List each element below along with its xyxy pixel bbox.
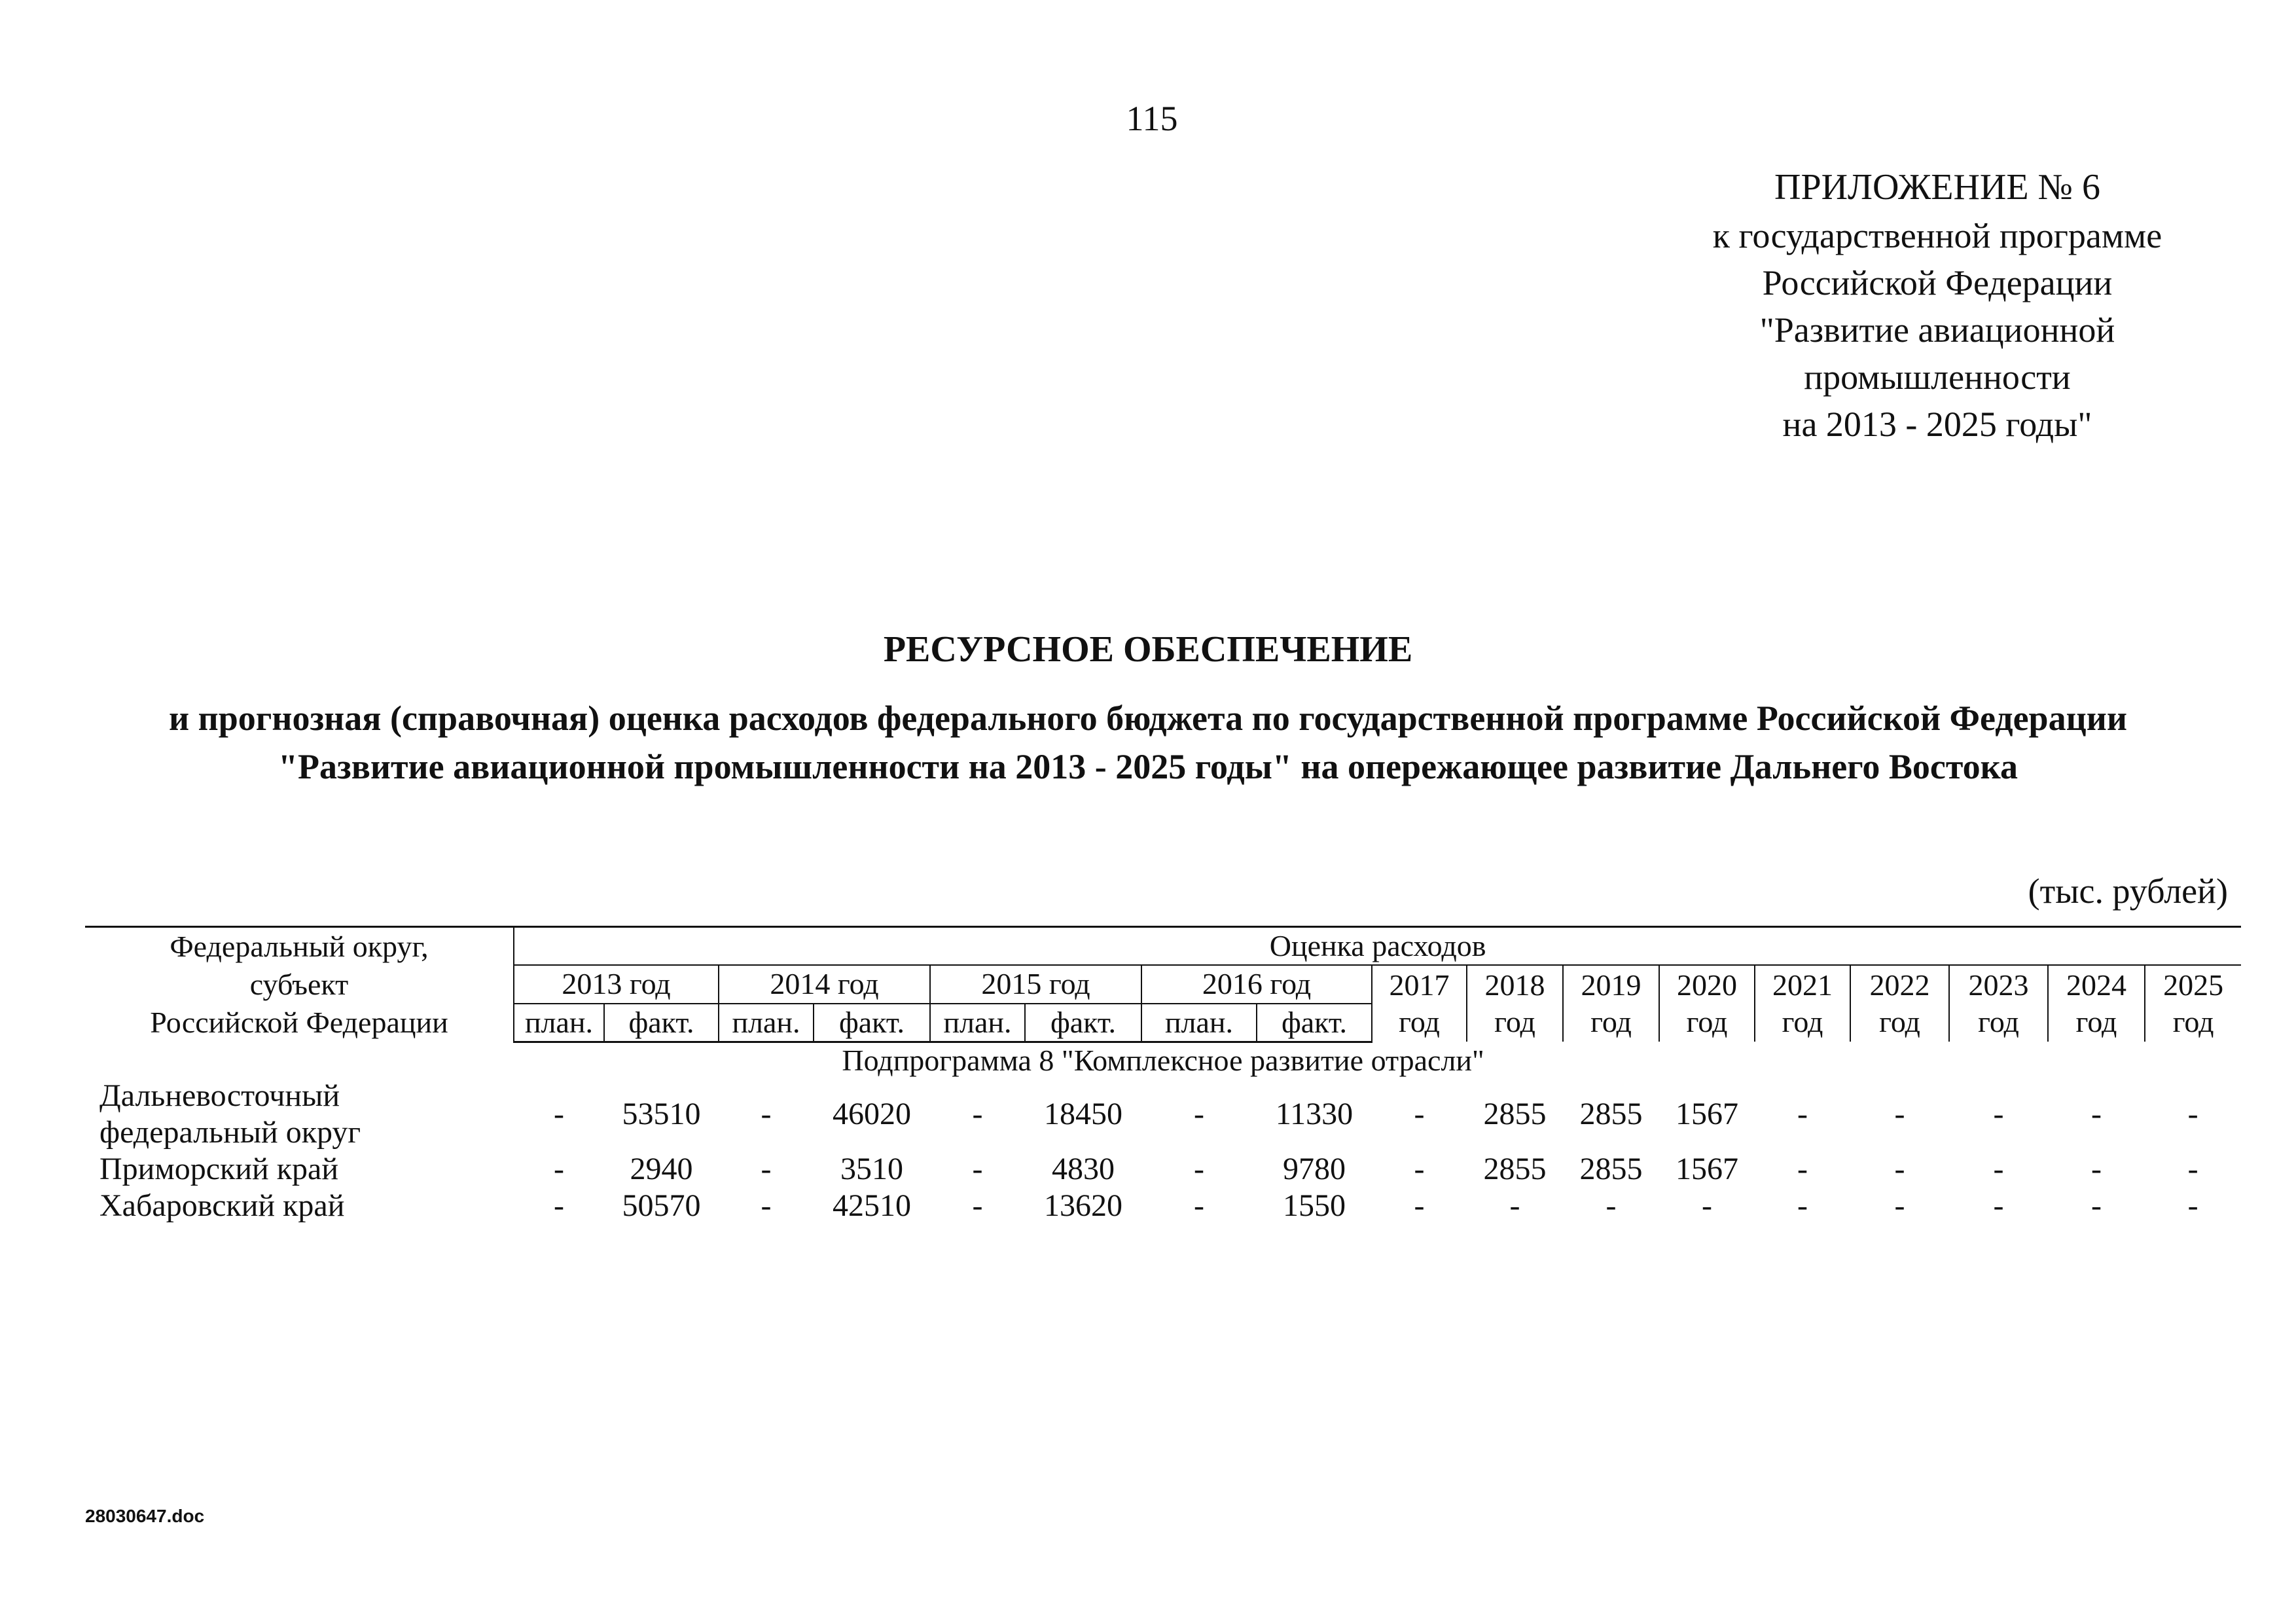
table-cell: - xyxy=(554,1152,564,1186)
year-header: 2016 год xyxy=(1141,965,1372,1004)
plan-header: план. xyxy=(514,1004,604,1042)
table-cell: - xyxy=(2091,1188,2102,1223)
header-line: Российской Федерации xyxy=(150,1006,448,1039)
table-cell: - xyxy=(1993,1097,2004,1131)
year-header: 2015 год xyxy=(930,965,1141,1004)
appendix-line: промышленности xyxy=(1804,357,2071,397)
table-cell: - xyxy=(1894,1097,1905,1131)
page-number: 115 xyxy=(1126,99,1178,138)
table-cell: - xyxy=(2091,1152,2102,1186)
table-cell: - xyxy=(554,1097,564,1131)
table-row xyxy=(85,1151,2241,1188)
table-cell: - xyxy=(1194,1152,1204,1186)
year-header: 2018 год xyxy=(1467,965,1563,1042)
table-cell: 42510 xyxy=(833,1188,911,1223)
year-header: 2023 год xyxy=(1949,965,2048,1042)
year-header: 2019 год xyxy=(1563,965,1659,1042)
expense-estimate-header: Оценка расходов xyxy=(514,927,2241,966)
table-cell: - xyxy=(1414,1097,1425,1131)
table-cell: - xyxy=(2187,1097,2198,1131)
table-cell: 46020 xyxy=(833,1097,911,1131)
subtitle-line: "Развитие авиационной промышленности на 2013 - 2025 годы" на опережающее развитие Дальнего Востока xyxy=(278,747,2018,786)
table-cell: - xyxy=(1797,1152,1808,1186)
table-cell: - xyxy=(761,1152,772,1186)
subprogram-label: Подпрограмма 8 "Комплексное развитие отрасли" xyxy=(842,1043,1484,1077)
table-cell: 3510 xyxy=(840,1152,903,1186)
appendix-line: Российской Федерации xyxy=(1762,263,2113,302)
table-cell: - xyxy=(2091,1097,2102,1131)
year-header: 2014 год xyxy=(719,965,930,1004)
table-cell: - xyxy=(1702,1188,1712,1223)
table-cell: - xyxy=(1797,1097,1808,1131)
table-cell: - xyxy=(972,1152,983,1186)
table-cell: 1567 xyxy=(1676,1152,1738,1186)
subprogram-row xyxy=(85,1042,2241,1078)
year-header: 2022 год xyxy=(1850,965,1949,1042)
plan-header: план. xyxy=(1141,1004,1257,1042)
table-header xyxy=(85,927,2241,1042)
table-cell: - xyxy=(1194,1188,1204,1223)
table-cell: - xyxy=(1605,1188,1617,1223)
fact-header: факт. xyxy=(1025,1004,1141,1042)
appendix-block xyxy=(1636,164,2238,448)
plan-header: план. xyxy=(930,1004,1025,1042)
year-header: 2025 год xyxy=(2145,965,2241,1042)
table-cell: - xyxy=(1993,1188,2004,1223)
table-cell: 13620 xyxy=(1044,1188,1122,1223)
table-row xyxy=(85,1188,2241,1224)
table-cell: - xyxy=(2187,1152,2198,1186)
table-cell: 2855 xyxy=(1579,1152,1643,1186)
table-cell: - xyxy=(972,1097,983,1131)
table-cell: - xyxy=(1414,1188,1425,1223)
table-cell: - xyxy=(1894,1152,1905,1186)
table-cell: 1550 xyxy=(1283,1188,1346,1223)
table-cell: 2855 xyxy=(1483,1152,1547,1186)
table-cell: 2855 xyxy=(1483,1097,1547,1131)
table-cell: - xyxy=(1894,1188,1905,1223)
table-cell: - xyxy=(761,1097,772,1131)
subtitle-line: и прогнозная (справочная) оценка расходов федерального бюджета по государственной программе Российской Федерации xyxy=(169,699,2127,738)
table-cell: - xyxy=(1509,1188,1520,1223)
year-header: 2024 год xyxy=(2048,965,2145,1042)
table-cell: - xyxy=(1414,1152,1425,1186)
table-cell: 53510 xyxy=(622,1097,701,1131)
table-cell: 50570 xyxy=(622,1188,701,1223)
document-code: 28030647.doc xyxy=(85,1506,205,1526)
table-cell: 1567 xyxy=(1676,1097,1738,1131)
plan-header: план. xyxy=(719,1004,814,1042)
region-column-header xyxy=(85,927,514,1042)
year-header: 2020 год xyxy=(1659,965,1755,1042)
table-cell: - xyxy=(1993,1152,2004,1186)
table-cell: 11330 xyxy=(1275,1097,1354,1131)
region-name: Хабаровский край xyxy=(99,1188,345,1223)
table-cell: - xyxy=(554,1188,564,1223)
table-body xyxy=(85,1042,2241,1224)
table-cell: 2940 xyxy=(630,1152,693,1186)
fact-header: факт. xyxy=(604,1004,719,1042)
document-subtitle xyxy=(65,694,2231,791)
table-cell: - xyxy=(1194,1097,1204,1131)
table-row xyxy=(85,1078,2241,1151)
year-header: 2017 год xyxy=(1372,965,1467,1042)
table-cell: 2855 xyxy=(1579,1097,1643,1131)
table-cell: 9780 xyxy=(1283,1152,1346,1186)
header-line: субъект xyxy=(249,968,349,1001)
units-label: (тыс. рублей) xyxy=(2028,871,2228,911)
year-header: 2021 год xyxy=(1755,965,1850,1042)
region-name: Приморский край xyxy=(99,1151,339,1186)
table-cell: - xyxy=(1797,1188,1808,1223)
appendix-title: ПРИЛОЖЕНИЕ № 6 xyxy=(1774,167,2100,208)
table-cell: 18450 xyxy=(1044,1097,1122,1131)
table-cell: - xyxy=(761,1188,772,1223)
fact-header: факт. xyxy=(1257,1004,1372,1042)
appendix-line: к государственной программе xyxy=(1712,216,2162,255)
fact-header: факт. xyxy=(814,1004,930,1042)
budget-table xyxy=(85,926,2241,1224)
document-title: РЕСУРСНОЕ ОБЕСПЕЧЕНИЕ xyxy=(883,629,1413,670)
appendix-line: "Развитие авиационной xyxy=(1759,310,2115,350)
table-cell: - xyxy=(972,1188,983,1223)
appendix-line: на 2013 - 2025 годы" xyxy=(1782,405,2092,444)
header-line: Федеральный округ, xyxy=(170,930,429,963)
region-name: Дальневосточный федеральный округ xyxy=(99,1078,361,1150)
table-cell: - xyxy=(2187,1188,2198,1223)
year-header: 2013 год xyxy=(514,965,719,1004)
table-cell: 4830 xyxy=(1052,1152,1115,1186)
